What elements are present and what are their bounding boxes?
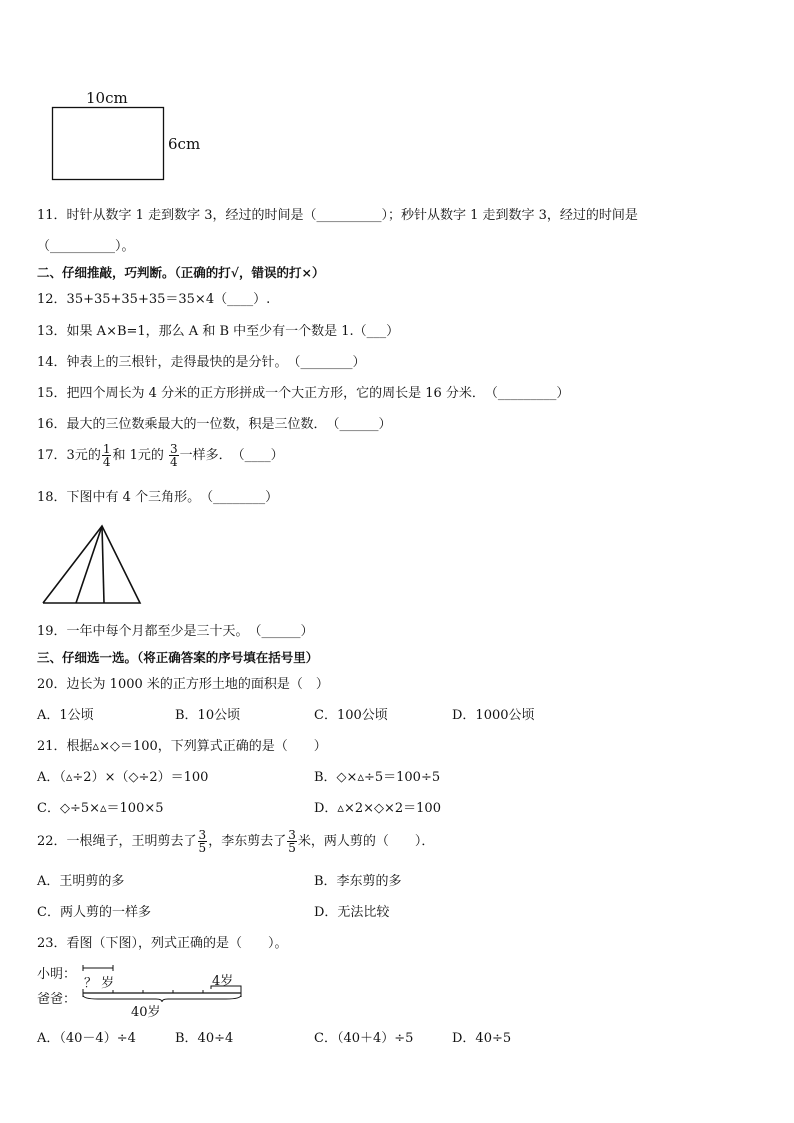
q22-option-b: B．李东剪的多	[314, 874, 402, 889]
q22-option-d: D．无法比较	[314, 905, 390, 920]
q20-option-c: C．100公顷	[314, 708, 388, 723]
q23-option-a: A．（40－4）÷4	[37, 1031, 136, 1046]
question-22-prefix: 22．一根绳子，王明剪去了	[37, 834, 197, 849]
triangle-figure	[38, 522, 148, 607]
q21-option-c: C．◇÷5×▵＝100×5	[37, 801, 164, 816]
question-13: 13．如果 A×B=1，那么 A 和 B 中至少有一个数是 1.（___）	[37, 324, 400, 339]
question-22-mid: ，李东剪去了	[208, 834, 287, 849]
q23-option-b: B．40÷4	[175, 1031, 234, 1046]
rectangle-height-label: 6cm	[168, 135, 201, 153]
question-21: 21．根据▵×◇＝100，下列算式正确的是（ ）	[37, 739, 327, 754]
fraction-three-fifths-a: $\frac{3}{5}$	[198, 828, 207, 855]
question-14: 14．钟表上的三根针，走得最快的是分针。 （________）	[37, 355, 366, 370]
question-17	[37, 443, 284, 468]
fraction-one-quarter: $\frac{1}{4}$	[102, 442, 111, 469]
question-23: 23．看图（下图），列式正确的是（ ）。	[37, 936, 288, 951]
q20-option-a: A．1公顷	[37, 708, 94, 723]
q21-option-b: B．◇×▵÷5＝100÷5	[314, 770, 441, 785]
question-17-suffix: 一样多． （____）	[179, 448, 284, 463]
fraction-three-fifths-b: $\frac{3}{5}$	[288, 828, 296, 855]
q21-option-a: A．（▵÷2）×（◇÷2）＝100	[37, 770, 209, 785]
question-16: 16．最大的三位数乘最大的一位数，积是三位数． （______）	[37, 417, 392, 432]
four-years-label: 4岁	[212, 974, 234, 989]
question-17-mid: 和 1元的	[112, 448, 164, 463]
q22-option-a: A．王明剪的多	[37, 874, 125, 889]
q23-option-d: D．40÷5	[452, 1031, 512, 1046]
question-15: 15．把四个周长为 4 分米的正方形拼成一个大正方形，它的周长是 16 分米． （_________）	[37, 386, 570, 401]
q22-option-c: C．两人剪的一样多	[37, 905, 151, 920]
question-17-prefix: 17．3元的	[37, 448, 101, 463]
question-18: 18．下图中有 4 个三角形。 （________）	[37, 490, 279, 505]
q20-option-b: B．10公顷	[175, 708, 241, 723]
section-2-heading: 二、仔细推敲，巧判断。（正确的打√，错误的打×）	[37, 265, 325, 280]
q21-option-d: D．▵×2×◇×2＝100	[314, 801, 441, 816]
fraction-three-quarters: $\frac{3}{4}$	[170, 442, 178, 469]
question-11-line1: 11．时针从数字 1 走到数字 3，经过的时间是（__________）；秒针从数字 1 走到数字 3，经过的时间是	[37, 208, 638, 223]
rectangle-width-label: 10cm	[86, 89, 128, 107]
question-19: 19．一年中每个月都至少是三十天。 （______）	[37, 624, 314, 639]
question-22	[37, 829, 434, 854]
question-20: 20．边长为 1000 米的正方形土地的面积是（ ）	[37, 677, 329, 692]
question-12: 12．35+35+35+35＝35×4（____）.	[37, 292, 271, 307]
question-22-suffix: 米，两人剪的（ ）．	[297, 834, 435, 849]
question-mark-age-label: ？ 岁	[84, 976, 115, 991]
q23-option-c: C．（40＋4）÷5	[314, 1031, 414, 1046]
baba-label: 爸爸：	[37, 992, 77, 1007]
forty-years-label: 40岁	[131, 1005, 161, 1020]
xiaoming-label: 小明：	[37, 967, 77, 982]
q20-option-d: D．1000公顷	[452, 708, 535, 723]
section-3-heading: 三、仔细选一选。（将正确答案的序号填在括号里）	[37, 650, 319, 665]
question-11-line2: （__________）。	[37, 239, 135, 254]
